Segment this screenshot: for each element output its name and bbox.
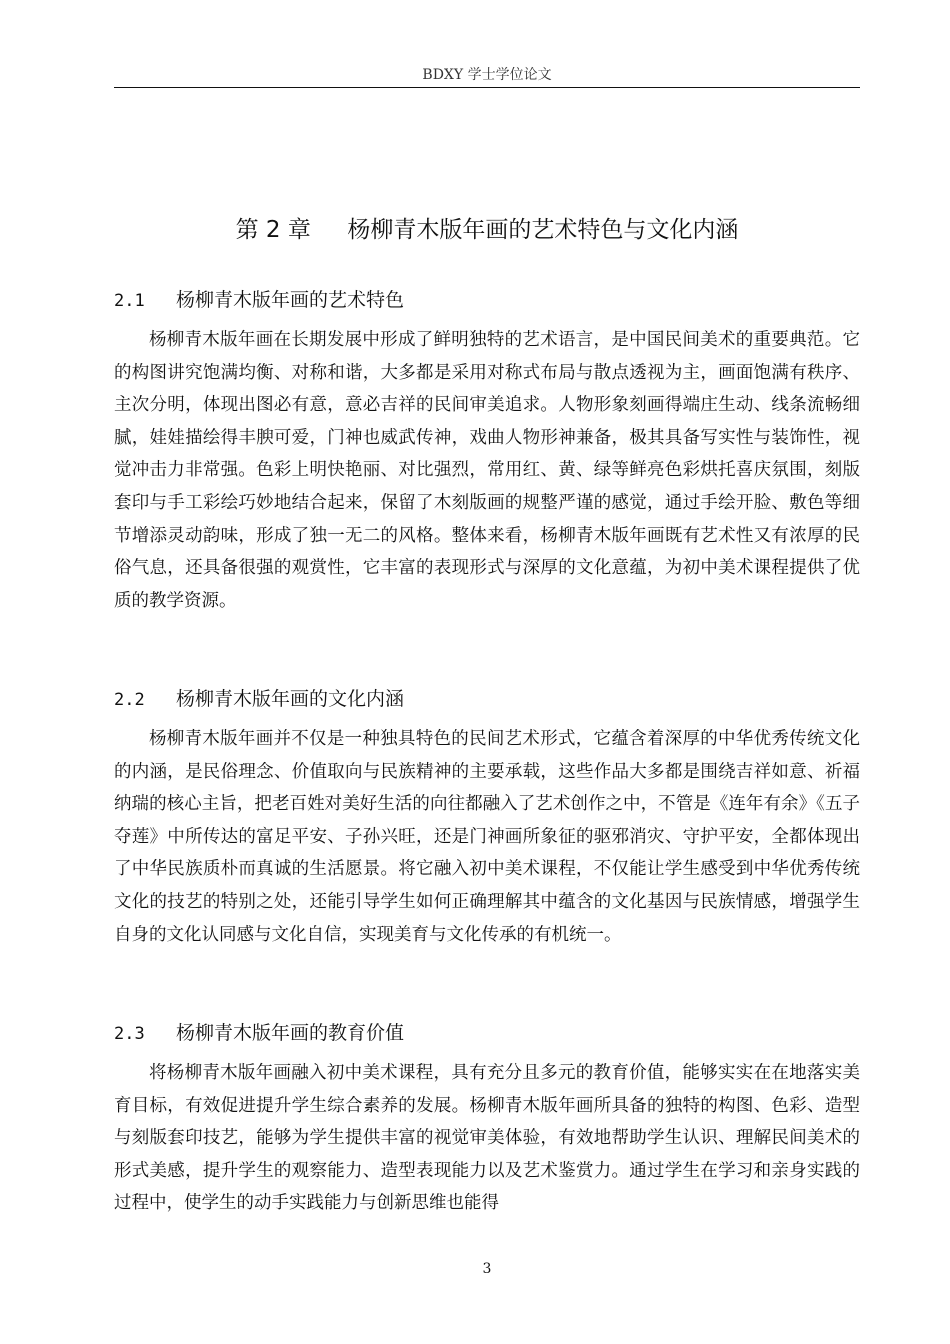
section-heading-2-1 — [114, 285, 860, 316]
running-header: BDXY 学士学位论文 — [422, 67, 552, 83]
section-title: 杨柳青木版年画的文化内涵 — [176, 688, 405, 710]
section-heading-2-3 — [114, 1018, 860, 1049]
section-paragraph: 杨柳青木版年画并不仅是一种独具特色的民间艺术形式，它蕴含着深厚的中华优秀传统文化的内涵，是民俗理念、价值取向与民族精神的主要承载，这些作品大多都是围绕吉祥如意、祈福纳瑞的核心主旨，把老百姓对美好生活的向往都融入了艺术创作之中，不管是《连年有余》《五子夺莲》中所传达的富足平安、子孙兴旺，还是门神画所象征的驱邪消灾、守护平安，全都体现出了中华民族质朴而真诚的生活愿景。将它融入初中美术课程，不仅能让学生感受到中华优秀传统文化的技艺的特别之处，还能引导学生如何正确理解其中蕴含的文化基因与民族情感，增强学生自身的文化认同感与文化自信，实现美育与文化传承的有机统一。 — [114, 729, 860, 945]
section-number: 2.1 — [114, 291, 145, 311]
section-paragraph: 杨柳青木版年画在长期发展中形成了鲜明独特的艺术语言，是中国民间美术的重要典范。它的构图讲究饱满均衡、对称和谐，大多都是采用对称式布局与散点透视为主，画面饱满有秩序、主次分明，体现出图必有意，意必吉祥的民间审美追求。人物形象刻画得端庄生动、线条流畅细腻，娃娃描绘得丰腴可爱，门神也威武传神，戏曲人物形神兼备，极其具备写实性与装饰性，视觉冲击力非常强。色彩上明快艳丽、对比强烈，常用红、黄、绿等鲜亮色彩烘托喜庆氛围，刻版套印与手工彩绘巧妙地结合起来，保留了木刻版画的规整严谨的感觉，通过手绘开脸、敷色等细节增添灵动韵味，形成了独一无二的风格。整体来看，杨柳青木版年画既有艺术性又有浓厚的民俗气息，还具备很强的观赏性，它丰富的表现形式与深厚的文化意蕴，为初中美术课程提供了优质的教学资源。 — [114, 330, 860, 611]
section-heading-2-2 — [114, 684, 860, 715]
section-number: 2.3 — [114, 1024, 145, 1044]
section-title: 杨柳青木版年画的艺术特色 — [176, 289, 405, 311]
chapter-title: 第 2 章 杨柳青木版年画的艺术特色与文化内涵 — [235, 217, 739, 243]
header-divider — [114, 87, 860, 88]
section-title: 杨柳青木版年画的教育价值 — [176, 1022, 405, 1044]
page-number: 3 — [482, 1261, 492, 1277]
section-number: 2.2 — [114, 690, 145, 710]
section-paragraph: 将杨柳青木版年画融入初中美术课程，具有充分且多元的教育价值，能够实实在在地落实美育目标，有效促进提升学生综合素养的发展。杨柳青木版年画所具备的独特的构图、色彩、造型与刻版套印技艺，能够为学生提供丰富的视觉审美体验，有效地帮助学生认识、理解民间美术的形式美感，提升学生的观察能力、造型表现能力以及艺术鉴赏力。通过学生在学习和亲身实践的过程中，使学生的动手实践能力与创新思维也能得 — [114, 1063, 860, 1214]
